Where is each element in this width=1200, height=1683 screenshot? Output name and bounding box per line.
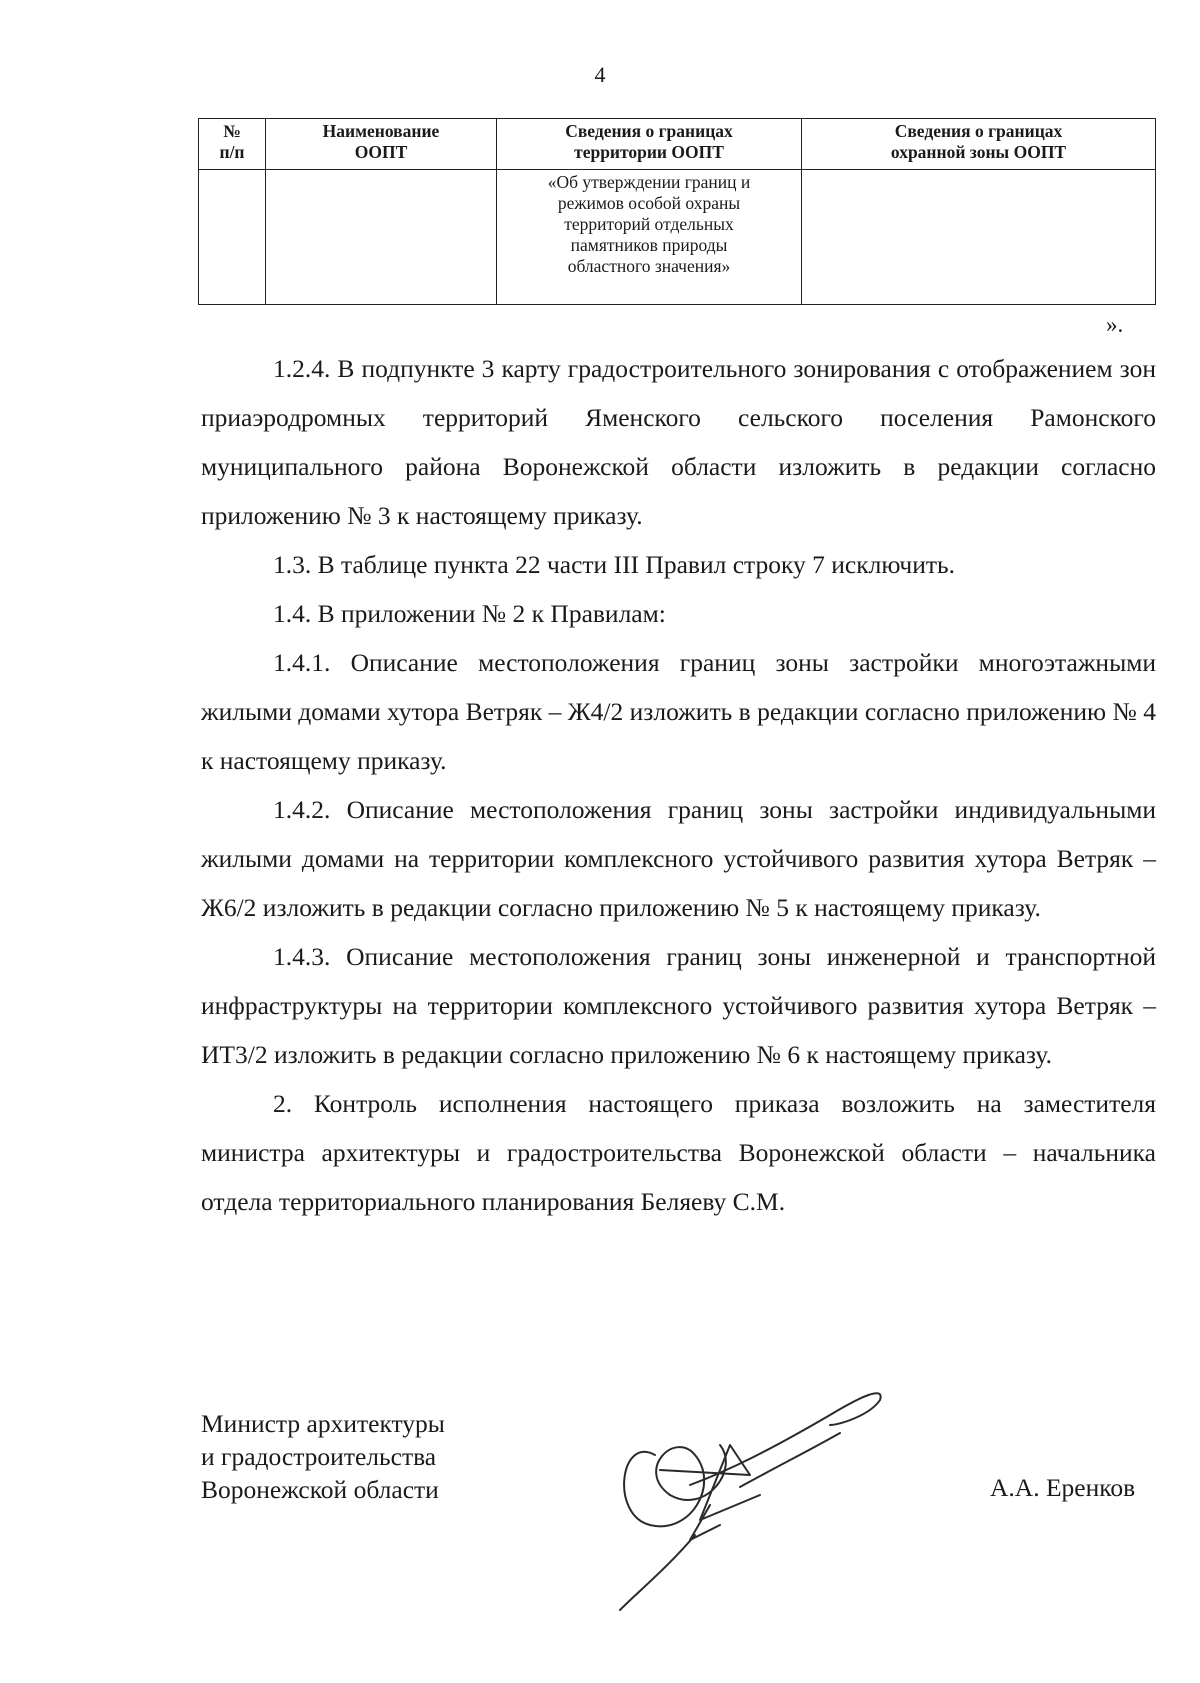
table-close-quote: ». xyxy=(1106,312,1124,337)
cell-territory-boundaries: «Об утверждении границ и режимов особой охраны территорий отдельных памятников природы областного значения» xyxy=(497,170,802,305)
paragraph-1-4-2: 1.4.2. Описание местоположения границ зоны застройки индивидуальными жилыми домами на территории комплексного устойчивого развития хутора Ветряк – Ж6/2 изложить в редакции согласно приложению № 5 к настоящему приказу. xyxy=(201,795,1156,922)
paragraph-1-4: 1.4. В приложении № 2 к Правилам: xyxy=(273,599,666,628)
handwritten-signature xyxy=(600,1375,930,1615)
header-name: Наименование ООПТ xyxy=(266,119,497,170)
paragraph-1-2-4: 1.2.4. В подпункте 3 карту градостроительного зонирования с отображением зон приаэродромных территорий Яменского сельского поселения Рамонского муниципального района Воронежской области изложить в редакции согласно приложению № 3 к настоящему приказу. xyxy=(201,354,1156,530)
signer-title: Министр архитектуры и градостроительства Воронежской области xyxy=(201,1409,445,1504)
cell-protection-zone-boundaries xyxy=(802,170,1156,305)
signer-name: А.А. Еренков xyxy=(990,1473,1136,1502)
paragraph-1-3: 1.3. В таблице пункта 22 части III Правил строку 7 исключить. xyxy=(273,550,956,579)
paragraph-1-4-1: 1.4.1. Описание местоположения границ зоны застройки многоэтажными жилыми домами хутора Ветряк – Ж4/2 изложить в редакции согласно приложению № 4 к настоящему приказу. xyxy=(201,648,1156,775)
ooopt-table xyxy=(198,118,1156,305)
header-territory-boundaries: Сведения о границах территории ООПТ xyxy=(497,119,802,170)
cell-number xyxy=(199,170,266,305)
paragraph-1-4-3: 1.4.3. Описание местоположения границ зоны инженерной и транспортной инфраструктуры на территории комплексного устойчивого развития хутора Ветряк – ИТ3/2 изложить в редакции согласно приложению № 6 к настоящему приказу. xyxy=(201,942,1156,1069)
page-number: 4 xyxy=(594,62,606,87)
paragraph-2: 2. Контроль исполнения настоящего приказа возложить на заместителя министра архитектуры и градостроительства Воронежской области – начальника отдела территориального планирования Беляеву С.М. xyxy=(201,1089,1156,1216)
document-body xyxy=(201,344,1156,1226)
cell-name xyxy=(266,170,497,305)
table-row xyxy=(199,170,1156,305)
table-header-row xyxy=(199,119,1156,170)
header-protection-zone-boundaries: Сведения о границах охранной зоны ООПТ xyxy=(802,119,1156,170)
header-number: № п/п xyxy=(199,119,266,170)
